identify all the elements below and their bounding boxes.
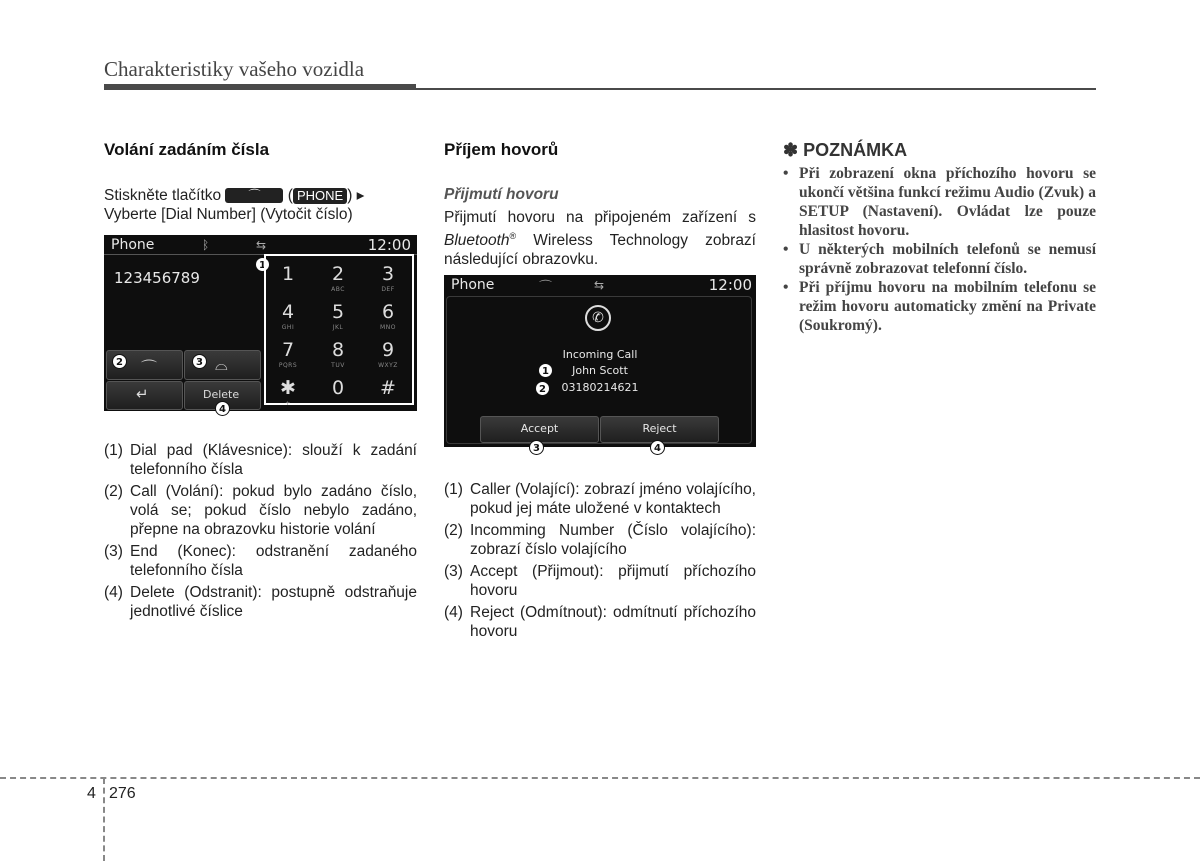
key-2[interactable]: 2 ABC bbox=[331, 263, 345, 293]
footer-section-number: 4 bbox=[87, 785, 96, 802]
footer-page-number: 276 bbox=[109, 785, 136, 802]
key-8[interactable]: 8 TUV bbox=[331, 339, 345, 369]
list-item: (4) Delete (Odstranit): postupně odstraňuje jednotlivé číslice bbox=[104, 584, 417, 620]
list-item: (1) Dial pad (Klávesnice): slouží k zadání telefonního čísla bbox=[104, 442, 417, 478]
dial-items-list bbox=[104, 441, 417, 624]
marker-4: 4 bbox=[650, 440, 665, 455]
note-list bbox=[783, 164, 1096, 335]
usb-icon: ⇆ bbox=[594, 278, 605, 292]
key-0[interactable]: 0 bbox=[331, 377, 345, 399]
marker-2: 2 bbox=[535, 381, 550, 396]
incoming-call-screen bbox=[444, 275, 756, 447]
phone-status-icon: ⌒ bbox=[539, 280, 553, 295]
screen-clock: 12:00 bbox=[708, 276, 752, 294]
caller-number: 03180214621 bbox=[561, 381, 639, 394]
section-heading-receive: Příjem hovorů bbox=[444, 140, 559, 159]
key-6[interactable]: 6 MNO bbox=[380, 301, 396, 331]
call-key-icon: ⌒ bbox=[225, 188, 283, 203]
screen-clock: 12:00 bbox=[367, 236, 411, 254]
list-item: (1) Caller (Volající): zobrazí jméno volajícího, pokud jej máte uložené v kontaktech bbox=[444, 481, 756, 517]
bluetooth-icon: ᛒ bbox=[202, 238, 210, 252]
para-text: Přijmutí hovoru na připojeném zařízení s bbox=[444, 209, 756, 226]
para-text-2: Wireless Technology zobrazí následující obrazovku. bbox=[444, 232, 756, 269]
dial-instruction-text: Stiskněte tlačítko bbox=[104, 187, 222, 204]
marker-1: 1 bbox=[538, 363, 553, 378]
list-item: (2) Call (Volání): pokud bylo zadáno číslo, volá se; pokud číslo nebylo zadáno, přepne na obrazovku historie volání bbox=[104, 483, 417, 538]
list-item: (4) Reject (Odmítnout): odmítnutí příchozího hovoru bbox=[444, 604, 756, 640]
key-1[interactable]: 1 bbox=[281, 263, 295, 285]
reject-button[interactable] bbox=[600, 416, 719, 443]
key-9[interactable]: 9 WXYZ bbox=[378, 339, 398, 369]
key-star[interactable]: ✱ + bbox=[280, 377, 296, 407]
key-5[interactable]: 5 JKL bbox=[331, 301, 345, 331]
key-4[interactable]: 4 GHI bbox=[281, 301, 295, 331]
end-call-icon: ⌓ bbox=[215, 355, 228, 374]
accept-label: Accept bbox=[520, 422, 559, 435]
accept-button[interactable] bbox=[480, 416, 599, 443]
header-rule-accent bbox=[104, 84, 416, 90]
note-item: • U některých mobilních telefonů se nemusí správně zobrazovat telefonní číslo. bbox=[783, 241, 1096, 277]
marker-3: 3 bbox=[192, 354, 207, 369]
screen-title: Phone bbox=[451, 277, 495, 293]
marker-4: 4 bbox=[215, 401, 230, 416]
registered-mark: ® bbox=[509, 231, 517, 241]
phone-key-label: PHONE bbox=[293, 188, 347, 204]
usb-icon: ⇆ bbox=[256, 238, 267, 252]
back-arrow-icon: ↵ bbox=[136, 385, 149, 403]
incoming-call-label: Incoming Call bbox=[562, 348, 638, 361]
section-heading-dial: Volání zadáním čísla bbox=[104, 140, 270, 159]
marker-2: 2 bbox=[112, 354, 127, 369]
receive-items-list bbox=[444, 480, 756, 644]
key-3[interactable]: 3 DEF bbox=[381, 263, 395, 293]
page-header-title: Charakteristiky vašeho vozidla bbox=[104, 57, 365, 81]
list-item: (3) Accept (Přijmout): přijmutí příchozího hovoru bbox=[444, 563, 756, 599]
dial-instructions: Stiskněte tlačítko ⌒ ( PHONE ) ▸ Vyberte [Dial Number] (Vytočit číslo) bbox=[104, 187, 365, 223]
reject-label: Reject bbox=[642, 422, 677, 435]
marker-3: 3 bbox=[529, 440, 544, 455]
arrow-right-icon: ▸ bbox=[356, 187, 365, 204]
note-item: • Při příjmu hovoru na mobilním telefonu se režim hovoru automaticky změní na Private (Soukromý). bbox=[783, 279, 1096, 334]
brand-bluetooth: Bluetooth bbox=[444, 232, 510, 250]
caller-name: John Scott bbox=[572, 364, 628, 377]
list-item: (3) End (Konec): odstranění zadaného telefonního čísla bbox=[104, 543, 417, 579]
delete-label: Delete bbox=[203, 388, 240, 401]
dialed-number: 123456789 bbox=[114, 269, 200, 287]
note-item: • Při zobrazení okna příchozího hovoru se ukončí většina funkcí režimu Audio (Zvuk) a SETUP (Nastavení). Ovládat lze pouze hlasitost hovoru. bbox=[783, 165, 1096, 239]
marker-1: 1 bbox=[255, 257, 270, 272]
footer-dashed-rule bbox=[0, 777, 1200, 779]
key-hash[interactable]: # bbox=[380, 377, 396, 399]
dial-screen bbox=[104, 235, 417, 415]
screen-title: Phone bbox=[111, 237, 155, 253]
phone-ring-icon: ✆ bbox=[585, 305, 611, 331]
list-item: (2) Incomming Number (Číslo volajícího): zobrazí číslo volajícího bbox=[444, 522, 756, 558]
subheading-accept: Přijmutí hovoru bbox=[444, 186, 559, 203]
call-icon: ⌒ bbox=[141, 358, 158, 377]
back-button[interactable] bbox=[106, 381, 183, 410]
receive-paragraph bbox=[444, 208, 756, 269]
note-title: ✽ POZNÁMKA bbox=[783, 140, 908, 160]
key-7[interactable]: 7 PQRS bbox=[278, 339, 298, 369]
footer-vertical-rule bbox=[103, 778, 105, 861]
dial-instruction-line2: Vyberte [Dial Number] (Vytočit číslo) bbox=[104, 206, 353, 223]
